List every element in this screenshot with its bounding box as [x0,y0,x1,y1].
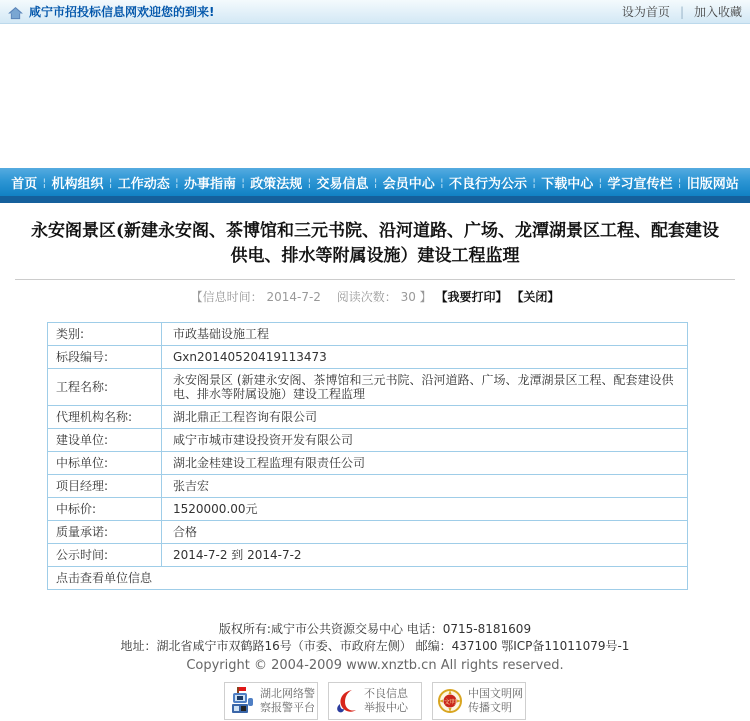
nav-separator: ¦ [241,175,245,189]
nav-item[interactable]: 机构组织 [51,176,104,192]
top-bar [0,0,750,24]
row-value: 张吉宏 [162,475,688,498]
print-button[interactable]: 【我要打印】 [435,290,508,304]
nav-item[interactable]: 下载中心 [541,176,594,192]
add-favorite-link[interactable]: 加入收藏 [693,5,742,19]
footer-address-line: 地址：湖北省咸宁市双鹤路16号（市委、市政府左侧） 邮编：437100 鄂ICP备11011079号-1 [120,639,630,653]
table-row [48,406,688,429]
row-label: 工程名称: [48,369,162,406]
civilization-icon [436,686,464,716]
row-value: 湖北鼎正工程咨询有限公司 [162,406,688,429]
badge-text-line2: 举报中心 [364,701,408,714]
row-value: Gxn20140520419113473 [162,346,688,369]
set-home-link[interactable]: 设为首页 [621,5,670,19]
row-value: 湖北金桂建设工程监理有限责任公司 [162,452,688,475]
row-value: 合格 [162,521,688,544]
nav-separator: ¦ [175,175,179,189]
footer-copyright-line3: Copyright © 2004-2009 www.xnztb.cn All rights reserved. [186,658,564,673]
page-title: 永安阁景区(新建永安阁、茶博馆和三元书院、沿河道路、广场、龙潭湖景区工程、配套建设供电、排水等附属设施）建设工程监理 [30,221,720,266]
nav-separator: ¦ [440,175,444,189]
row-label: 中标单位: [48,452,162,475]
info-meta: 【信息时间： 2014-7-2 阅读次数： 30 】 [190,290,432,304]
table-row [48,369,688,406]
row-label: 中标价: [48,498,162,521]
row-label: 代理机构名称: [48,406,162,429]
nav-item[interactable]: 学习宣传栏 [607,176,673,192]
nav-separator: ¦ [598,175,603,189]
footer-badges [0,682,750,720]
footer-badge-link[interactable] [328,682,422,720]
row-value: 1520000.00元 [162,498,688,521]
banner-placeholder [0,24,750,168]
footer [0,621,750,720]
nav-separator: ¦ [307,175,312,189]
badge-text-line2: 察报警平台 [260,701,315,714]
nav-separator: ¦ [108,175,113,189]
title-divider [15,279,735,280]
nav-item[interactable]: 旧版网站 [686,176,739,192]
table-row [48,475,688,498]
footer-copyright-line1: 版权所有:咸宁市公共资源交易中心 电话：0715-8181609 [218,622,532,636]
svg-text:文明: 文明 [443,699,457,706]
row-value: 市政基础设施工程 [162,323,688,346]
nav-item[interactable]: 交易信息 [316,176,369,192]
table-row [48,452,688,475]
main-nav [0,168,750,196]
row-label: 建设单位: [48,429,162,452]
welcome-text: 咸宁市招投标信息网欢迎您的到来! [29,5,215,19]
badge-text-line1: 湖北网络警 [260,687,315,700]
table-row [48,521,688,544]
police-badge-icon [228,686,256,716]
topbar-separator: | [679,4,684,19]
row-label: 类别: [48,323,162,346]
row-value: 2014-7-2 到 2014-7-2 [162,544,688,567]
nav-bottom-strip [0,196,750,203]
table-row [48,498,688,521]
nav-item[interactable]: 首页 [11,176,38,192]
table-row [48,567,688,590]
report-center-icon [332,686,360,716]
row-value: 咸宁市城市建设投资开发有限公司 [162,429,688,452]
nav-separator: ¦ [532,175,536,189]
nav-item[interactable]: 工作动态 [117,176,170,192]
badge-text-line1: 不良信息 [364,687,408,700]
table-row [48,544,688,567]
nav-separator: ¦ [677,175,682,189]
table-row [48,323,688,346]
badge-text-line2: 传播文明 [468,701,512,714]
table-row [48,429,688,452]
row-label: 质量承诺: [48,521,162,544]
nav-item[interactable]: 政策法规 [250,176,303,192]
footer-badge-link[interactable] [224,682,318,720]
nav-item[interactable]: 办事指南 [184,176,237,192]
nav-item[interactable]: 不良行为公示 [449,176,528,192]
row-value: 永安阁景区 (新建永安阁、茶博馆和三元书院、沿河道路、广场、龙潭湖景区工程、配套建设供电、排水等附属设施）建设工程监理 [162,369,688,406]
row-label: 标段编号: [48,346,162,369]
home-icon [8,5,23,18]
nav-item[interactable]: 会员中心 [382,176,435,192]
close-button[interactable]: 【关闭】 [511,290,560,304]
footer-badge-link[interactable] [432,682,526,720]
row-label: 公示时间: [48,544,162,567]
nav-separator: ¦ [373,175,378,189]
nav-separator: ¦ [42,175,47,189]
badge-text-line1: 中国文明网 [468,687,523,700]
row-label: 项目经理: [48,475,162,498]
view-unit-info-link[interactable]: 点击查看单位信息 [48,567,688,590]
table-row [48,346,688,369]
detail-table [47,322,688,590]
info-bar [0,288,750,305]
